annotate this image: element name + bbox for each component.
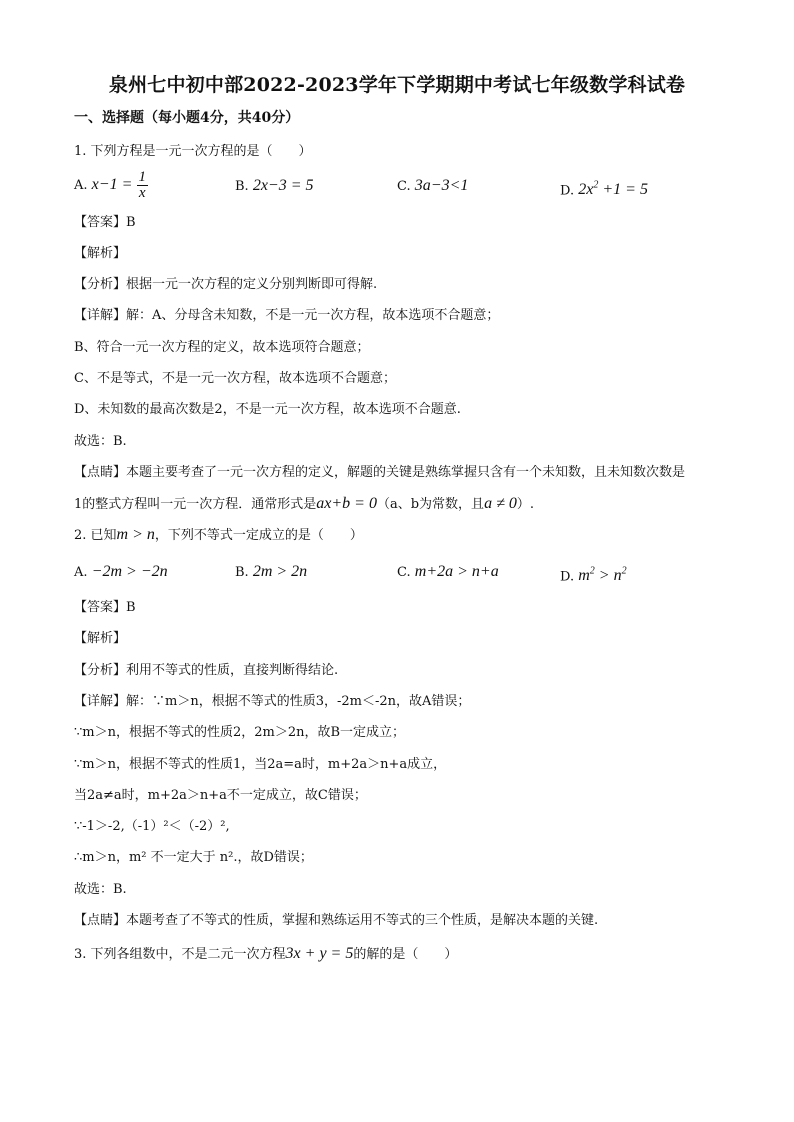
comment-text: ）. bbox=[516, 497, 534, 512]
comment-text: （a、b为常数，且 bbox=[376, 497, 485, 512]
q2-choice: 故选：B. bbox=[74, 882, 127, 897]
q1-detail-b: B、符合一元一次方程的定义，故本选项符合题意； bbox=[74, 340, 370, 355]
q1-option-d[interactable] bbox=[560, 176, 648, 201]
q2-answer: 【答案】B bbox=[74, 600, 136, 615]
inline-math: a ≠ 0 bbox=[484, 495, 517, 512]
q2-detail-4: 当2a≠a时，m+2a＞n+a不一定成立，故C错误； bbox=[74, 788, 367, 803]
q2-detail-5: ∵-1＞-2,（-1）²＜（-2）², bbox=[74, 819, 230, 834]
option-label: A. bbox=[74, 565, 88, 580]
q2-stem bbox=[74, 525, 363, 546]
option-label: D. bbox=[560, 183, 575, 199]
numerator: 1 bbox=[138, 169, 147, 185]
inline-math: 3x + y = 5 bbox=[285, 945, 354, 962]
inline-math: ax+b = 0 bbox=[316, 495, 377, 512]
q1-detail: 【详解】解：A、分母含未知数，不是一元一次方程，故本选项不合题意； bbox=[74, 308, 500, 323]
option-expr: x−1 = bbox=[91, 176, 133, 193]
q2-analysis: 【分析】利用不等式的性质，直接判断得结论. bbox=[74, 663, 339, 678]
q2-detail-3: ∵m＞n，根据不等式的性质1，当2a=a时，m+2a＞n+a成立， bbox=[74, 757, 447, 772]
inline-math: m > n bbox=[116, 526, 155, 543]
option-expr bbox=[578, 567, 626, 584]
expr-part: +1 = 5 bbox=[598, 181, 648, 199]
q2-option-c[interactable] bbox=[397, 562, 499, 583]
expr-part: > n bbox=[594, 567, 622, 585]
stem-text: 3. 下列各组数中，不是二元一次方程 bbox=[74, 947, 286, 962]
option-expr bbox=[578, 181, 648, 198]
stem-text: 的解的是（ ） bbox=[353, 947, 458, 962]
stem-text: 2. 已知 bbox=[74, 528, 117, 543]
option-label: D. bbox=[560, 569, 575, 585]
option-expr: −2m > −2n bbox=[91, 563, 168, 580]
q2-detail: 【详解】解：∵m＞n，根据不等式的性质3，-2m＜-2n，故A错误； bbox=[74, 694, 471, 709]
q2-option-a[interactable] bbox=[74, 562, 168, 583]
q1-option-a[interactable] bbox=[74, 170, 148, 201]
comment-text: 1的整式方程叫一元一次方程．通常形式是 bbox=[74, 497, 317, 512]
option-expr: 2m > 2n bbox=[252, 563, 308, 580]
q2-detail-6: ∴m＞n，m² 不一定大于 n².，故D错误； bbox=[74, 850, 313, 865]
option-label: C. bbox=[397, 565, 411, 580]
option-label: A. bbox=[74, 178, 88, 193]
q1-comment-2 bbox=[74, 494, 534, 515]
section-heading: 一、选择题（每小题4分，共40分） bbox=[74, 110, 300, 126]
q2-jiexi: 【解析】 bbox=[74, 631, 127, 646]
q2-option-b[interactable] bbox=[235, 562, 307, 583]
option-label: C. bbox=[397, 179, 411, 194]
option-label: B. bbox=[235, 565, 249, 580]
exponent: 2 bbox=[589, 566, 595, 577]
option-label: B. bbox=[235, 179, 249, 194]
q1-analysis: 【分析】根据一元一次方程的定义分别判断即可得解. bbox=[74, 277, 378, 292]
q1-option-c[interactable] bbox=[397, 176, 468, 197]
q1-detail-d: D、未知数的最高次数是2，不是一元一次方程，故本选项不合题意. bbox=[74, 402, 461, 417]
exponent: 2 bbox=[593, 180, 599, 191]
option-expr: m+2a > n+a bbox=[414, 563, 499, 580]
fraction bbox=[137, 170, 149, 201]
q2-comment: 【点睛】本题考查了不等式的性质，掌握和熟练运用不等式的三个性质，是解决本题的关键. bbox=[74, 913, 599, 928]
q1-stem: 1. 下列方程是一元一次方程的是（ ） bbox=[74, 144, 312, 159]
stem-text: ，下列不等式一定成立的是（ ） bbox=[154, 528, 363, 543]
q1-jiexi: 【解析】 bbox=[74, 246, 127, 261]
q3-stem bbox=[74, 944, 457, 965]
q1-detail-c: C、不是等式，不是一元一次方程，故本选项不合题意； bbox=[74, 371, 396, 386]
option-expr: 3a−3<1 bbox=[414, 177, 469, 194]
q1-option-b[interactable] bbox=[235, 176, 314, 197]
q2-detail-2: ∵m＞n，根据不等式的性质2，2m＞2n，故B一定成立； bbox=[74, 725, 406, 740]
q1-choice: 故选：B. bbox=[74, 434, 127, 449]
q2-option-d[interactable] bbox=[560, 562, 627, 587]
page-title: 泉州七中初中部2022-2023学年下学期期中考试七年级数学科试卷 bbox=[108, 74, 686, 96]
denominator: x bbox=[138, 185, 146, 201]
expr-part: m bbox=[578, 567, 590, 585]
expr-part: 2x bbox=[578, 181, 594, 199]
exponent: 2 bbox=[621, 566, 627, 577]
q1-comment-1: 【点睛】本题主要考查了一元一次方程的定义，解题的关键是熟练掌握只含有一个未知数，且未知数次数是 bbox=[74, 465, 686, 480]
option-expr: 2x−3 = 5 bbox=[252, 177, 314, 194]
q1-answer: 【答案】B bbox=[74, 215, 136, 230]
